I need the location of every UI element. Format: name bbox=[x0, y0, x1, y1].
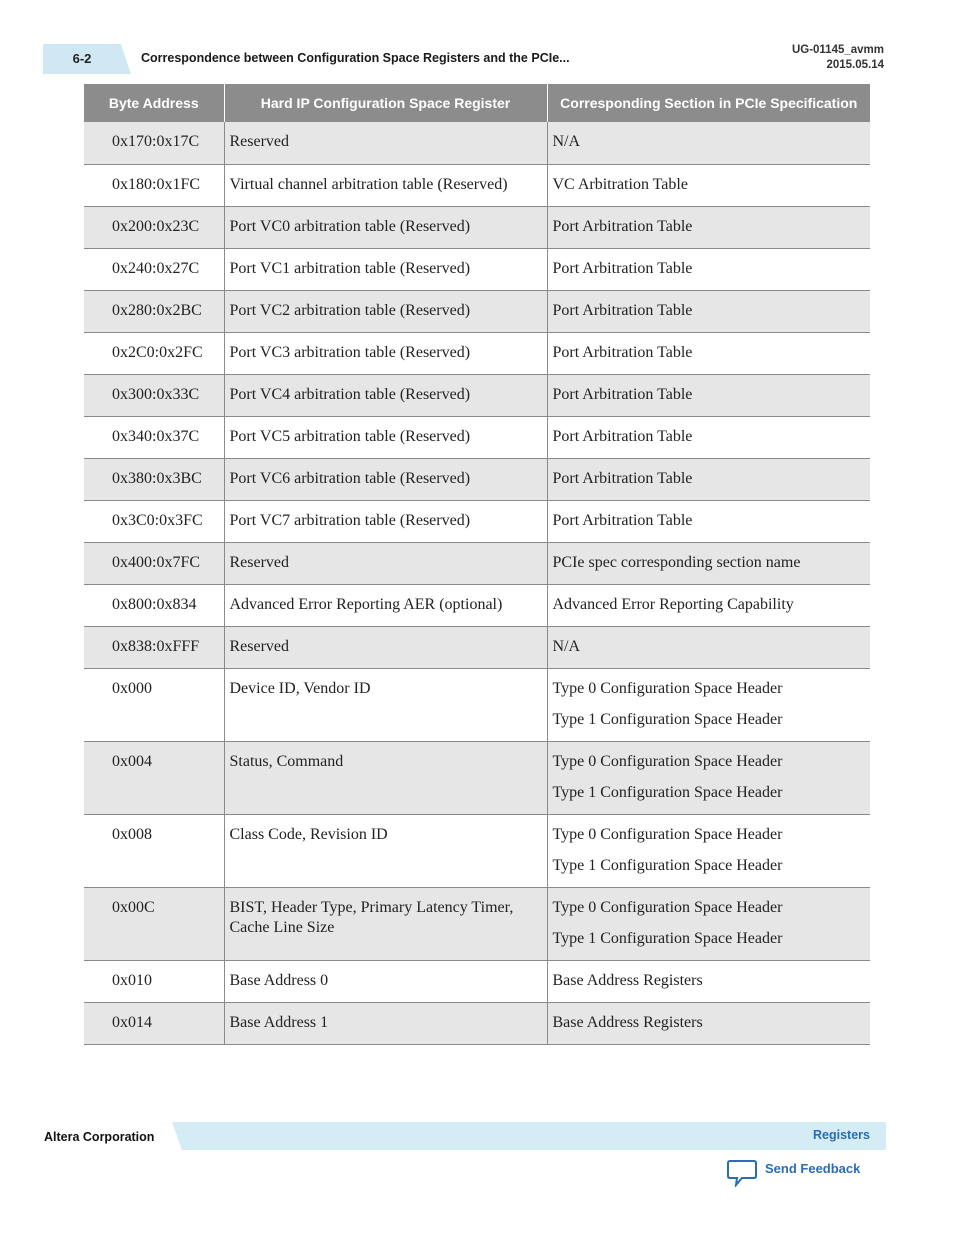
section-name: Port Arbitration Table bbox=[552, 427, 693, 445]
section-name: N/A bbox=[552, 637, 581, 655]
cell-pcie-section bbox=[547, 584, 870, 626]
cell-pcie-section bbox=[547, 290, 870, 332]
cell-byte-address: 0x00C bbox=[84, 887, 224, 960]
cell-register: Advanced Error Reporting AER (optional) bbox=[224, 584, 547, 626]
cell-byte-address: 0x010 bbox=[84, 960, 224, 1002]
footer-company: Altera Corporation bbox=[44, 1130, 155, 1144]
cell-register: Virtual channel arbitration table (Reserved) bbox=[224, 164, 547, 206]
section-name: Port Arbitration Table bbox=[552, 385, 693, 403]
cell-register: Status, Command bbox=[224, 741, 547, 814]
cell-pcie-section bbox=[547, 416, 870, 458]
section-name: Base Address Registers bbox=[552, 971, 703, 989]
table-row bbox=[84, 332, 870, 374]
table-row bbox=[84, 458, 870, 500]
document-date: 2015.05.14 bbox=[826, 59, 884, 71]
cell-byte-address: 0x240:0x27C bbox=[84, 248, 224, 290]
column-header-pcie-section: Corresponding Section in PCIe Specification bbox=[547, 84, 870, 122]
section-name: Port Arbitration Table bbox=[552, 301, 693, 319]
cell-register: Port VC2 arbitration table (Reserved) bbox=[224, 290, 547, 332]
cell-register: Port VC4 arbitration table (Reserved) bbox=[224, 374, 547, 416]
register-table bbox=[84, 84, 870, 1045]
table-row bbox=[84, 542, 870, 584]
cell-byte-address: 0x180:0x1FC bbox=[84, 164, 224, 206]
cell-register: Class Code, Revision ID bbox=[224, 814, 547, 887]
cell-pcie-section bbox=[547, 1002, 870, 1044]
cell-pcie-section bbox=[547, 960, 870, 1002]
cell-pcie-section bbox=[547, 122, 870, 164]
table-row bbox=[84, 626, 870, 668]
cell-pcie-section bbox=[547, 626, 870, 668]
cell-register: Port VC5 arbitration table (Reserved) bbox=[224, 416, 547, 458]
send-feedback-link[interactable]: Send Feedback bbox=[765, 1161, 861, 1176]
cell-register: Port VC3 arbitration table (Reserved) bbox=[224, 332, 547, 374]
cell-pcie-section bbox=[547, 887, 870, 960]
column-header-register: Hard IP Configuration Space Register bbox=[224, 84, 547, 122]
table-row bbox=[84, 500, 870, 542]
section-name: Port Arbitration Table bbox=[552, 511, 693, 529]
column-header-byte-address: Byte Address bbox=[84, 84, 224, 122]
cell-byte-address: 0x800:0x834 bbox=[84, 584, 224, 626]
cell-byte-address: 0x340:0x37C bbox=[84, 416, 224, 458]
table-row bbox=[84, 206, 870, 248]
cell-pcie-section bbox=[547, 741, 870, 814]
section-name: Type 0 Configuration Space Header bbox=[552, 752, 783, 770]
cell-byte-address: 0x200:0x23C bbox=[84, 206, 224, 248]
cell-byte-address: 0x280:0x2BC bbox=[84, 290, 224, 332]
cell-register: Base Address 1 bbox=[224, 1002, 547, 1044]
cell-register: Port VC7 arbitration table (Reserved) bbox=[224, 500, 547, 542]
section-name: Base Address Registers bbox=[552, 1013, 703, 1031]
cell-pcie-section bbox=[547, 248, 870, 290]
section-name: Port Arbitration Table bbox=[552, 259, 693, 277]
page-number: 6-2 bbox=[72, 51, 92, 66]
cell-byte-address: 0x380:0x3BC bbox=[84, 458, 224, 500]
cell-register: Base Address 0 bbox=[224, 960, 547, 1002]
cell-register: Port VC6 arbitration table (Reserved) bbox=[224, 458, 547, 500]
section-name: Port Arbitration Table bbox=[552, 343, 693, 361]
document-id: UG-01145_avmm bbox=[791, 44, 884, 56]
document-info bbox=[792, 43, 884, 73]
section-name: Type 0 Configuration Space Header bbox=[552, 898, 783, 916]
cell-byte-address: 0x838:0xFFF bbox=[84, 626, 224, 668]
section-name: Advanced Error Reporting Capability bbox=[552, 595, 794, 613]
table-row bbox=[84, 416, 870, 458]
cell-register: Reserved bbox=[224, 122, 547, 164]
cell-byte-address: 0x170:0x17C bbox=[84, 122, 224, 164]
section-name: PCIe spec corresponding section name bbox=[552, 553, 801, 571]
cell-register: Reserved bbox=[224, 626, 547, 668]
section-name: Port Arbitration Table bbox=[552, 217, 693, 235]
section-name: Type 0 Configuration Space Header bbox=[552, 679, 783, 697]
table-row bbox=[84, 374, 870, 416]
cell-pcie-section bbox=[547, 500, 870, 542]
cell-pcie-section bbox=[547, 458, 870, 500]
cell-pcie-section bbox=[547, 542, 870, 584]
table-row bbox=[84, 290, 870, 332]
cell-pcie-section bbox=[547, 332, 870, 374]
speech-bubble-icon[interactable] bbox=[727, 1159, 757, 1187]
cell-pcie-section bbox=[547, 164, 870, 206]
cell-register: Port VC0 arbitration table (Reserved) bbox=[224, 206, 547, 248]
table-row bbox=[84, 122, 870, 164]
cell-register: Reserved bbox=[224, 542, 547, 584]
cell-pcie-section bbox=[547, 668, 870, 741]
footer-band bbox=[172, 1122, 886, 1150]
cell-byte-address: 0x014 bbox=[84, 1002, 224, 1044]
section-name: Type 1 Configuration Space Header bbox=[552, 783, 783, 801]
cell-byte-address: 0x004 bbox=[84, 741, 224, 814]
cell-byte-address: 0x000 bbox=[84, 668, 224, 741]
table-row bbox=[84, 887, 870, 960]
table-row bbox=[84, 741, 870, 814]
table-row bbox=[84, 814, 870, 887]
table-row bbox=[84, 668, 870, 741]
cell-register: BIST, Header Type, Primary Latency Timer, Cache Line Size bbox=[224, 887, 547, 960]
table-row bbox=[84, 164, 870, 206]
section-name: Port Arbitration Table bbox=[552, 469, 693, 487]
cell-byte-address: 0x400:0x7FC bbox=[84, 542, 224, 584]
cell-register: Device ID, Vendor ID bbox=[224, 668, 547, 741]
table-header-row bbox=[84, 84, 870, 122]
table-row bbox=[84, 960, 870, 1002]
cell-register: Port VC1 arbitration table (Reserved) bbox=[224, 248, 547, 290]
table-row bbox=[84, 248, 870, 290]
cell-pcie-section bbox=[547, 374, 870, 416]
table-row bbox=[84, 584, 870, 626]
table-row bbox=[84, 1002, 870, 1044]
section-name: Type 1 Configuration Space Header bbox=[552, 710, 783, 728]
section-name: Type 0 Configuration Space Header bbox=[552, 825, 783, 843]
page-title: Correspondence between Configuration Space Registers and the PCIe... bbox=[141, 51, 570, 65]
cell-pcie-section bbox=[547, 814, 870, 887]
cell-byte-address: 0x300:0x33C bbox=[84, 374, 224, 416]
section-name: Type 1 Configuration Space Header bbox=[552, 929, 783, 947]
cell-byte-address: 0x008 bbox=[84, 814, 224, 887]
cell-pcie-section bbox=[547, 206, 870, 248]
section-name: N/A bbox=[552, 133, 581, 150]
cell-byte-address: 0x3C0:0x3FC bbox=[84, 500, 224, 542]
section-name: Type 1 Configuration Space Header bbox=[552, 856, 783, 874]
section-name: VC Arbitration Table bbox=[552, 175, 688, 193]
footer-section-link[interactable]: Registers bbox=[813, 1128, 870, 1142]
cell-byte-address: 0x2C0:0x2FC bbox=[84, 332, 224, 374]
